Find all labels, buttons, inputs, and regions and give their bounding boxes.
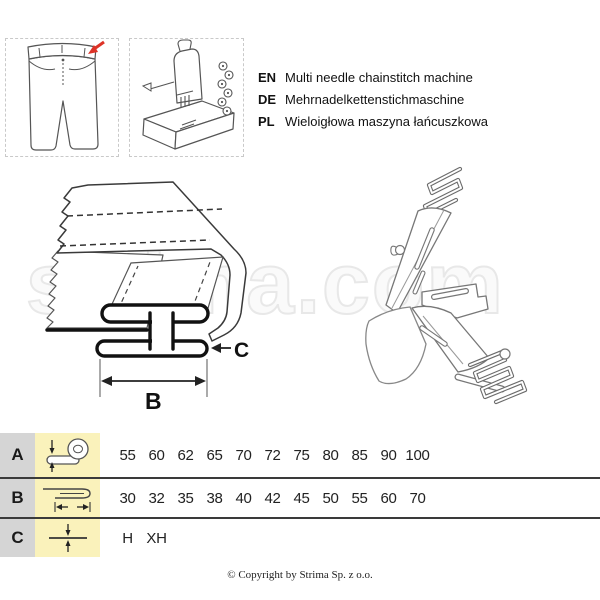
size-value: 60 [380, 489, 397, 507]
binder-attachment-drawing [330, 160, 590, 425]
row-key: C [0, 519, 35, 557]
size-value: 62 [177, 446, 194, 464]
lang-code: DE [258, 92, 277, 107]
size-value: 30 [119, 489, 136, 507]
lang-row-de [258, 89, 488, 111]
size-value: 32 [148, 489, 165, 507]
lang-text: Multi needle chainstitch machine [285, 70, 473, 85]
size-value: 100 [405, 446, 430, 464]
size-value: 90 [380, 446, 397, 464]
size-value: 35 [177, 489, 194, 507]
size-value: 45 [293, 489, 310, 507]
fold-cross-section-diagram [25, 165, 275, 415]
dimension-c [211, 339, 249, 362]
language-descriptions [258, 67, 488, 133]
size-value: 72 [264, 446, 281, 464]
tape-roll-width-icon [40, 436, 96, 474]
application-thumbnail-jeans [5, 38, 119, 157]
size-value: H [122, 529, 133, 547]
size-value: 70 [409, 489, 426, 507]
table-row-b [0, 477, 600, 517]
row-key: A [0, 433, 35, 477]
size-value: 38 [206, 489, 223, 507]
watermark: strima.com [26, 236, 505, 332]
lang-text: Mehrnadelkettenstichmaschine [285, 92, 465, 107]
size-value: 50 [322, 489, 339, 507]
top-wire-guide [425, 169, 461, 214]
lang-code: PL [258, 114, 275, 129]
table-row-c [0, 517, 600, 557]
screw-icon [396, 246, 405, 255]
lang-row-pl [258, 111, 488, 133]
tape-thickness-icon [40, 521, 96, 555]
lang-row-en [258, 67, 488, 89]
machine-thumbnail [129, 38, 244, 157]
size-value: 75 [293, 446, 310, 464]
jeans-icon [6, 39, 118, 156]
copyright-notice: © Copyright by Strima Sp. z o.o. [227, 569, 373, 581]
row-key: B [0, 479, 35, 517]
size-value: 42 [264, 489, 281, 507]
size-value: 85 [351, 446, 368, 464]
sewing-machine-icon [130, 39, 243, 156]
size-value: 80 [322, 446, 339, 464]
folded-tape-width-icon [40, 483, 96, 513]
lang-text: Wieloigłowa maszyna łańcuszkowa [285, 114, 489, 129]
dim-b-label: B [145, 388, 162, 414]
table-row-a [0, 433, 600, 477]
size-table [0, 433, 600, 557]
size-value: 70 [235, 446, 252, 464]
size-value: 60 [148, 446, 165, 464]
size-value: 55 [119, 446, 136, 464]
lang-code: EN [258, 70, 277, 85]
size-value: 65 [206, 446, 223, 464]
size-value: 40 [235, 489, 252, 507]
size-value: XH [146, 529, 167, 547]
dimension-b [100, 359, 207, 414]
dim-c-label: C [234, 339, 250, 362]
size-value: 55 [351, 489, 368, 507]
